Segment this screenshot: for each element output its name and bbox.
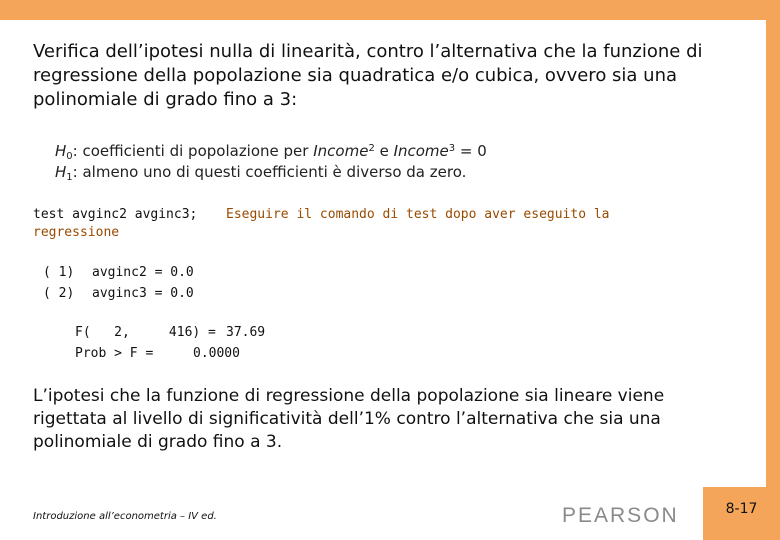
constraint-1: avginc2 = 0.0 (92, 265, 194, 280)
alternative-hypothesis (55, 162, 466, 188)
h0-text-a: : coefficienti di popolazione per (72, 142, 314, 160)
p-value: 0.0000 (193, 346, 240, 361)
command-comment-cont: regressione (33, 225, 120, 240)
f-statistic-label: F( 2, 416) = (75, 325, 216, 340)
p-value-label: Prob > F = (75, 346, 154, 361)
h0-var1: Income (313, 142, 369, 160)
command-comment: Eseguire il comando di test dopo aver eseguito la (226, 207, 610, 222)
h0-subscript: 0 (66, 151, 73, 162)
footer-book-title: Introduzione all’econometria – IV ed. (33, 511, 217, 522)
constraint-1-index: ( 1) (43, 265, 75, 280)
h0-var2: Income (393, 142, 449, 160)
page-number: 8-17 (725, 501, 758, 517)
f-statistic-value: 37.69 (226, 325, 266, 340)
conclusion-paragraph: L’ipotesi che la funzione di regressione della popolazione sia lineare viene rigettata al livello di significatività dell’1% contro l’alternativa che sia una polinomiale di grado fino a 3. (33, 386, 665, 452)
right-accent-bar (766, 0, 780, 540)
h0-exp2: 3 (448, 143, 456, 154)
constraint-2-index: ( 2) (43, 286, 75, 301)
h1-symbol: H (55, 163, 67, 181)
h0-exp1: 2 (368, 143, 375, 154)
constraint-2: avginc3 = 0.0 (92, 286, 194, 301)
h0-and: e (374, 142, 394, 160)
top-accent-bar (0, 0, 780, 20)
h1-text: : almeno uno di questi coefficienti è diverso da zero. (72, 163, 467, 181)
h0-symbol: H (55, 142, 67, 160)
page-number-box (703, 487, 780, 540)
publisher-logo: PEARSON (562, 504, 679, 527)
command-line: test avginc2 avginc3; (33, 207, 198, 222)
intro-paragraph: Verifica dell’ipotesi nulla di linearità, contro l’alternativa che la funzione di regressione della popolazione sia quadratica e/o cubica, ovvero sia una polinomiale di grado fino a 3: (33, 41, 703, 110)
h1-subscript: 1 (66, 172, 73, 183)
h0-text-b: = 0 (455, 142, 487, 160)
